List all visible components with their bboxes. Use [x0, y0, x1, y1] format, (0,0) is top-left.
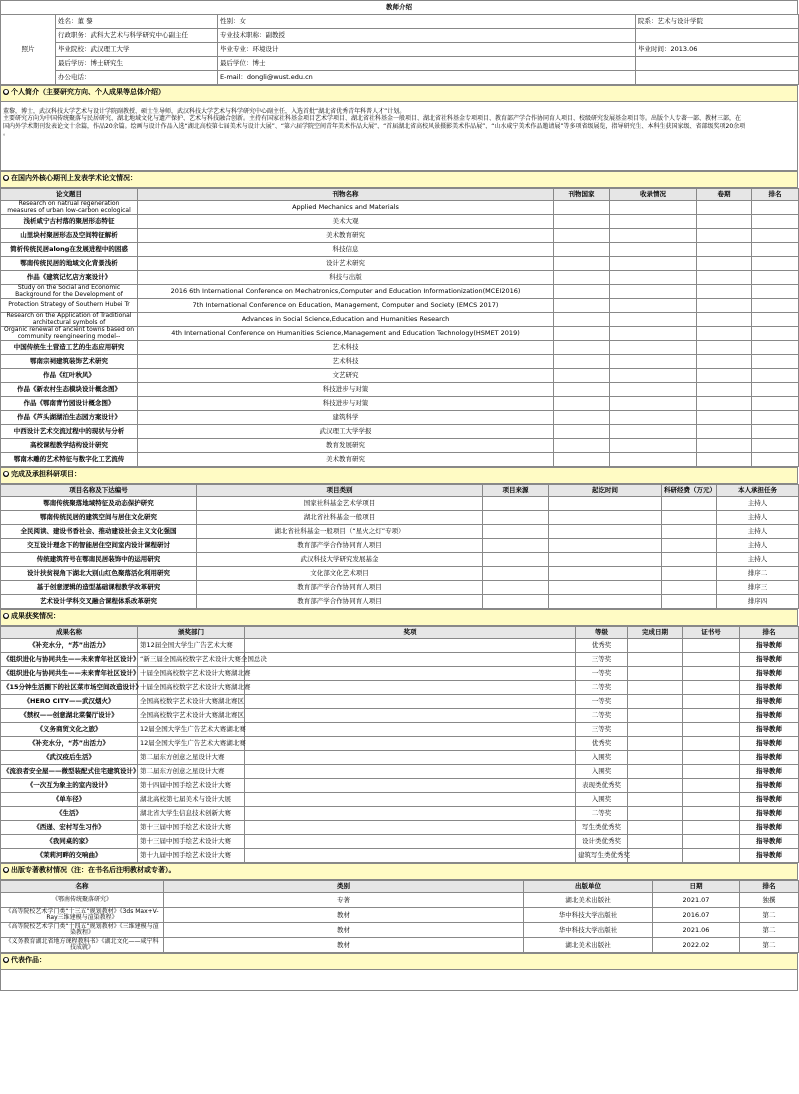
edu-cell: 最后学历：博士研究生 [56, 57, 218, 71]
table-row [1, 765, 799, 779]
project-category: 教育部产学合作协同育人项目 [197, 539, 483, 553]
section-bullet-icon: ● [3, 613, 9, 619]
paper-title: 作品《鄂南青竹园设计概念图》 [1, 397, 138, 411]
award-level: 优秀奖 [576, 639, 628, 653]
admin-value: 武科大艺术与科学研究中心副主任 [90, 31, 188, 40]
table-row [1, 411, 799, 425]
award-name: 《西递、宏村写生习作》 [1, 821, 138, 835]
project-name: 交互设计理念下的智能居住空间室内设计课程研讨 [1, 539, 197, 553]
paper-journal: Applied Mechanics and Materials [138, 201, 554, 215]
table-row [1, 497, 799, 511]
award-name: 《我同桌的家》 [1, 835, 138, 849]
project-name: 鄂南传统民居的建筑空间与居住文化研究 [1, 511, 197, 525]
table-row [1, 938, 799, 953]
section-bullet-icon: ● [3, 471, 9, 477]
award-rank: 指导教师 [740, 709, 799, 723]
table-row [1, 667, 799, 681]
award-level: 一等奖 [576, 667, 628, 681]
paper-title: 鄂南传统民居的地域文化背景浅析 [1, 257, 138, 271]
award-name: 《生活》 [1, 807, 138, 821]
table-row [1, 751, 799, 765]
award-dept: 全国高校数字艺术设计大赛湖北赛区 [138, 709, 245, 723]
paper-journal: 美术教育研究 [138, 453, 554, 467]
award-name: 《流浪者安全屋——微型装配式住宅建筑设计》 [1, 765, 138, 779]
award-dept: 十届全国高校数字艺术设计大赛湖北赛 [138, 667, 245, 681]
award-rank: 指导教师 [740, 639, 799, 653]
award-name: 《禁权——创意湖北菜餐厅设计》 [1, 709, 138, 723]
intro-text: 董黎，博士，武汉科技大学艺术与设计学院副教授、硕士生导师，武汉科技大学艺术与科学研究中心副主任，入选首批“湖北省优秀青年科普人才”计划。 主要研究方向为中国传统聚落与民居研究、湖北地域文化与遗产保护、艺术与科技融合创新。主持有国家社科基金项目艺术学项目、湖北省社科基金一般项目、湖北省社科基金专项项目、教育部产学合作协同育人项目、校级研究发展基金项目等。出版个人专著一部、教材三部，在 国内外学术期刊发表论文十余篇，作品20余篇。绘画与设计作品入选“湖北高校第七届美术与设计大展”、“第六届学院空间青年美术作品大展”、“首届湖北省高校风景摄影美术作品展”、“山水咸宁美术作品邀请展”等多项省级展览，指导研究生、本科生获国家级、省部级奖项20余项 。 [0, 102, 798, 171]
section-works: ● 代表作品： [0, 953, 798, 970]
paper-journal: 科技信息 [138, 243, 554, 257]
page-title: 教师介绍 [1, 1, 798, 15]
award-level: 表现类优秀奖 [576, 779, 628, 793]
table-row [1, 257, 799, 271]
paper-journal: 文艺研究 [138, 369, 554, 383]
table-row [1, 229, 799, 243]
name-value: 董 黎 [77, 17, 93, 26]
award-name: 《武汉疫后生活》 [1, 751, 138, 765]
award-rank: 指导教师 [740, 653, 799, 667]
award-rank: 指导教师 [740, 695, 799, 709]
paper-title: 中西设计艺术交流过程中的现状与分析 [1, 425, 138, 439]
table-row [1, 369, 799, 383]
award-name: 《补充水分，“苏”出活力》 [1, 639, 138, 653]
degree-value: 博士 [252, 59, 266, 68]
gender-value: 女 [239, 17, 246, 26]
table-row [1, 453, 799, 467]
paper-title: 鄂南宗祠建筑装饰艺术研究 [1, 355, 138, 369]
award-dept: 湖北高校第七届美术与设计大展 [138, 793, 245, 807]
paper-title: 作品《新农村生态模块设计概念图》 [1, 383, 138, 397]
paper-journal: 建筑科学 [138, 411, 554, 425]
table-row [1, 908, 799, 923]
award-level: 二等奖 [576, 709, 628, 723]
book-rank: 第二 [740, 923, 799, 938]
award-level: 写生类优秀奖 [576, 821, 628, 835]
award-name: 《茉莉河畔的交响曲》 [1, 849, 138, 863]
project-name: 基于创意逻辑的造型基础课程教学改革研究 [1, 581, 197, 595]
papers-table: 论文题目 刊物名称 刊物国家 收录情况 卷期 排名 Research on natrual regeneration measures of urban low-carbon ecological Applied Mechanics and Materials 浅析咸宁古村落的聚居形态特征 美术大观 山里块村聚居形态及空间特征解析 美术教育研究 简析传统民居along在发展进程中的困惑 科技信息 鄂南传统民居的地域文化背景浅析 设计艺术研究 作品《建筑记忆店方案设计》 科技与出版 Study on the Social and Economic Background for the Development of 2016 6th International Conference on Mechatronics,Computer and Education Informationization(MCEI2016) Protection Strategy of Southern Hubei Tr 7th International Conference on Education, Management, Computer and Society (EMCS 2017) Research on the Application of Traditional architectural symbols of Advances in Social Science,Education and Humanities Research Organic renewal of ancient towns based on community reengineering model-- 4th International Conference on Humanities Science,Management and Education Technology(HSMET 2019) 中国传统生土营造工艺的生态应用研究 艺术科技 鄂南宗祠建筑装饰艺术研究 艺术科技 作品《红叶秋风》 文艺研究 作品《新农村生态模块设计概念图》 科技进步与对策 作品《鄂南青竹园设计概念图》 科技进步与对策 作品《芦头湖湖泊生态园方案设计》 建筑科学 中西设计艺术交流过程中的现状与分析 武汉理工大学学报 高校课程教学结构设计研究 教育发展研究 鄂南木雕的艺术特征与数字化工艺流传 美术教育研究 [0, 188, 799, 467]
book-name: 《高等院校艺术学门类“十三五”规划教材》《3ds Max+V-Ray三维建模与渲染教程》 [1, 908, 164, 923]
table-row [1, 201, 799, 215]
table-row [1, 341, 799, 355]
paper-title: Study on the Social and Economic Background for the Development of [1, 285, 138, 299]
paper-title: Research on the Application of Traditional architectural symbols of [1, 313, 138, 327]
paper-journal: 艺术科技 [138, 355, 554, 369]
photo-cell [1, 15, 56, 85]
table-row [1, 793, 799, 807]
title-cell: 专业技术职称：副教授 [218, 29, 636, 43]
table-row [1, 807, 799, 821]
award-name: 《组织进化与协同共生——未来青年社区设计》 [1, 667, 138, 681]
gender-cell: 性别：女 [218, 15, 636, 29]
paper-title: Organic renewal of ancient towns based on community reengineering model-- [1, 327, 138, 341]
project-category: 教育部产学合作协同育人项目 [197, 581, 483, 595]
project-category: 湖北省社科基金一般项目 [197, 511, 483, 525]
email-cell: E-mail：dongli@wust.edu.cn [218, 71, 636, 85]
book-publisher: 华中科技大学出版社 [524, 923, 653, 938]
award-name: 《一次互为象主的室内设计》 [1, 779, 138, 793]
table-row [1, 723, 799, 737]
table-row [1, 397, 799, 411]
section-books: ● 出版专著教材情况（注：在书名后注明教材或专著）。 [0, 863, 798, 880]
section-projects: ● 完成及承担科研项目： [0, 467, 798, 484]
award-rank: 指导教师 [740, 751, 799, 765]
award-level: 二等奖 [576, 681, 628, 695]
table-row [1, 737, 799, 751]
award-name: 《单车径》 [1, 793, 138, 807]
table-row [1, 553, 799, 567]
book-rank: 第二 [740, 938, 799, 953]
award-level: 建筑写生类优秀奖 [576, 849, 628, 863]
name-cell: 姓名：董 黎 [56, 15, 218, 29]
book-category: 专著 [164, 893, 524, 908]
paper-journal: 科技进步与对策 [138, 397, 554, 411]
award-name: 《组织进化与协同共生——未来青年社区设计》 [1, 653, 138, 667]
table-row [1, 567, 799, 581]
table-row [1, 425, 799, 439]
award-level: 设计类优秀奖 [576, 835, 628, 849]
section-papers: ● 在国内外核心期刊上发表学术论文情况： [0, 171, 798, 188]
section-intro: ● 个人简介（主要研究方向、个人成果等总体介绍） [0, 85, 798, 102]
paper-journal: 武汉理工大学学报 [138, 425, 554, 439]
section-bullet-icon: ● [3, 89, 9, 95]
email-value[interactable]: dongli@wust.edu.cn [246, 73, 313, 82]
works-area [0, 970, 798, 991]
book-rank: 第二 [740, 908, 799, 923]
book-publisher: 湖北美术出版社 [524, 938, 653, 953]
award-dept: 第十三届中国手绘艺术设计大赛 [138, 821, 245, 835]
project-role: 主持人 [717, 511, 799, 525]
table-row [1, 581, 799, 595]
school-value: 武汉理工大学 [90, 45, 130, 54]
book-rank: 独撰 [740, 893, 799, 908]
paper-title: Research on natrual regeneration measures of urban low-carbon ecological [1, 201, 138, 215]
award-dept: 第十九届中国手绘艺术设计大赛 [138, 849, 245, 863]
projects-table: 项目名称及下达编号 项目类别 项目来源 起讫时间 科研经费（万元） 本人承担任务 鄂南传统聚落地域特征及动态保护研究 国家社科基金艺术学项目 主持人 鄂南传统民居的建筑空间与居住文化研究 湖北省社科基金一般项目 主持人 全民阅读、建设书香社会、推动建设社会主义文化强国 湖北省社科基金一般项目（“星火之灯”专项） 主持人 交互设计理念下的智能居住空间室内设计课程研讨 教育部产学合作协同育人项目 主持人 传统建筑符号在鄂南民居装饰中的运用研究 武汉科技大学研究发展基金 主持人 设计扶贫视角下湖北大别山红色聚落活化利用研究 文化部文化艺术项目 排序二 基于创意逻辑的造型基础课程教学改革研究 教育部产学合作协同育人项目 排序三 艺术设计学科交叉融合课程体系改革研究 教育部产学合作协同育人项目 排序四 [0, 484, 799, 609]
project-name: 鄂南传统聚落地域特征及动态保护研究 [1, 497, 197, 511]
dept-value: 艺术与设计学院 [657, 17, 703, 26]
table-row [1, 327, 799, 341]
project-role: 主持人 [717, 553, 799, 567]
book-date: 2021.06 [653, 923, 740, 938]
paper-journal: 设计艺术研究 [138, 257, 554, 271]
school-cell: 毕业院校：武汉理工大学 [56, 43, 218, 57]
project-role: 排序三 [717, 581, 799, 595]
projects-body [1, 497, 799, 609]
book-publisher: 华中科技大学出版社 [524, 908, 653, 923]
award-rank: 指导教师 [740, 779, 799, 793]
paper-title: 作品《芦头湖湖泊生态园方案设计》 [1, 411, 138, 425]
paper-journal: 4th International Conference on Humanities Science,Management and Education Technology(HSMET 2019) [138, 327, 554, 341]
project-name: 全民阅读、建设书香社会、推动建设社会主义文化强国 [1, 525, 197, 539]
degree-cell: 最后学位：博士 [218, 57, 636, 71]
project-category: 湖北省社科基金一般项目（“星火之灯”专项） [197, 525, 483, 539]
project-role: 排序二 [717, 567, 799, 581]
award-level: 三等奖 [576, 653, 628, 667]
project-name: 设计扶贫视角下湖北大别山红色聚落活化利用研究 [1, 567, 197, 581]
table-row [1, 923, 799, 938]
award-name: 《15分钟生活圈下的社区菜市场空间改造设计》 [1, 681, 138, 695]
award-dept: 全国高校数字艺术设计大赛湖北赛区 [138, 695, 245, 709]
table-row [1, 835, 799, 849]
table-row [1, 313, 799, 327]
award-level: 优秀奖 [576, 737, 628, 751]
books-table: 名称 类别 出版单位 日期 排名 《鄂南传统聚落研究》 专著 湖北美术出版社 2021.07 独撰 《高等院校艺术学门类“十三五”规划教材》《3ds Max+V-Ray三维建模与渲染教程》 教材 华中科技大学出版社 2016.07 第二 《高等院校艺术学门类“十四五”规划教材》《三维建模与渲染教程》 教材 华中科技大学出版社 2021.06 第二 《义务教育湖北省地方课程教科书》《湖北文化——咸宁科技成就》 教材 湖北美术出版社 2022.02 第二 [0, 880, 799, 953]
table-row [1, 849, 799, 863]
table-row [1, 821, 799, 835]
award-dept: 12届全国大学生广告艺术大赛湖北赛 [138, 723, 245, 737]
table-row [1, 243, 799, 257]
award-dept: “新三届全国高校数字艺术设计大赛全国总决 [138, 653, 245, 667]
project-name: 艺术设计学科交叉融合课程体系改革研究 [1, 595, 197, 609]
book-name: 《义务教育湖北省地方课程教科书》《湖北文化——咸宁科技成就》 [1, 938, 164, 953]
award-level: 三等奖 [576, 723, 628, 737]
award-name: 《HERO CITY——武汉烟火》 [1, 695, 138, 709]
book-publisher: 湖北美术出版社 [524, 893, 653, 908]
table-row [1, 215, 799, 229]
table-row [1, 299, 799, 313]
table-row [1, 383, 799, 397]
book-name: 《鄂南传统聚落研究》 [1, 893, 164, 908]
award-dept: 湖北省大学生信息技术创新大赛 [138, 807, 245, 821]
table-row [1, 653, 799, 667]
section-bullet-icon: ● [3, 867, 9, 873]
award-rank: 指导教师 [740, 667, 799, 681]
book-name: 《高等院校艺术学门类“十四五”规划教材》《三维建模与渲染教程》 [1, 923, 164, 938]
table-row [1, 271, 799, 285]
table-row [1, 539, 799, 553]
phone-cell: 办公电话： [56, 71, 218, 85]
major-cell: 毕业专业：环境设计 [218, 43, 636, 57]
profile-table [0, 14, 799, 85]
major-value: 环境设计 [252, 45, 279, 54]
award-rank: 指导教师 [740, 723, 799, 737]
award-rank: 指导教师 [740, 681, 799, 695]
paper-title: Protection Strategy of Southern Hubei Tr [1, 299, 138, 313]
project-role: 主持人 [717, 525, 799, 539]
award-level: 入围奖 [576, 793, 628, 807]
award-level: 一等奖 [576, 695, 628, 709]
award-rank: 指导教师 [740, 821, 799, 835]
project-category: 国家社科基金艺术学项目 [197, 497, 483, 511]
table-row [1, 695, 799, 709]
table-row [1, 639, 799, 653]
table-row [1, 355, 799, 369]
project-name: 传统建筑符号在鄂南民居装饰中的运用研究 [1, 553, 197, 567]
book-date: 2022.02 [653, 938, 740, 953]
section-bullet-icon: ● [3, 957, 9, 963]
book-category: 教材 [164, 923, 524, 938]
section-bullet-icon: ● [3, 175, 9, 181]
paper-journal: 美术教育研究 [138, 229, 554, 243]
table-row [1, 709, 799, 723]
project-role: 排序四 [717, 595, 799, 609]
award-name: 《补充水分，“苏”出活力》 [1, 737, 138, 751]
section-awards: ● 成果获奖情况： [0, 609, 798, 626]
award-dept: 第十四届中国手绘艺术设计大赛 [138, 779, 245, 793]
paper-title: 浅析咸宁古村落的聚居形态特征 [1, 215, 138, 229]
grad-value: 2013.06 [670, 45, 698, 54]
awards-table: 成果名称 颁奖部门 奖项 等级 完成日期 证书号 排名 《补充水分，“苏”出活力》 第12届全国大学生广告艺术大赛 优秀奖 指导教师 《组织进化与协同共生——未来青年社区设计》 “新三届全国高校数字艺术设计大赛全国总决 三等奖 指导教师 《组织进化与协同共生——未来青年社区设计》 十届全国高校数字艺术设计大赛湖北赛 一等奖 指导教师 《15分钟生活圈下的社区菜市场空间改造设计》 十届全国高校数字艺术设计大赛湖北赛 二等奖 指导教师 《HERO CITY——武汉烟火》 全国高校数字艺术设计大赛湖北赛区 一等奖 指导教师 《禁权——创意湖北菜餐厅设计》 全国高校数字艺术设计大赛湖北赛区 二等奖 指导教师 《义务商贸文化之旅》 12届全国大学生广告艺术大赛湖北赛 三等奖 指导教师 《补充水分，“苏”出活力》 12届全国大学生广告艺术大赛湖北赛 优秀奖 指导教师 《武汉疫后生活》 第二届东方创意之星设计大赛 入围奖 指导教师 《流浪者安全屋——微型装配式住宅建筑设计》 第二届东方创意之星设计大赛 入围奖 指导教师 《一次互为象主的室内设计》 第十四届中国手绘艺术设计大赛 表现类优秀奖 指导教师 《单车径》 湖北高校第七届美术与设计大展 入围奖 指导教师 《生活》 湖北省大学生信息技术创新大赛 二等奖 指导教师 《西递、宏村写生习作》 第十三届中国手绘艺术设计大赛 写生类优秀奖 指导教师 《我同桌的家》 第十三届中国手绘艺术设计大赛 设计类优秀奖 指导教师 《茉莉河畔的交响曲》 第十九届中国手绘艺术设计大赛 建筑写生类优秀奖 指导教师 [0, 626, 799, 863]
table-row [1, 525, 799, 539]
paper-title: 高校课程教学结构设计研究 [1, 439, 138, 453]
photo-label: 照片 [21, 45, 35, 54]
book-category: 教材 [164, 908, 524, 923]
awards-body [1, 639, 799, 863]
books-body [1, 893, 799, 953]
award-dept: 12届全国大学生广告艺术大赛湖北赛 [138, 737, 245, 751]
edu-value: 博士研究生 [90, 59, 123, 68]
table-row [1, 893, 799, 908]
paper-title: 简析传统民居along在发展进程中的困惑 [1, 243, 138, 257]
table-row [1, 595, 799, 609]
award-level: 入围奖 [576, 765, 628, 779]
paper-journal: 2016 6th International Conference on Mechatronics,Computer and Education Informationization(MCEI2016) [138, 285, 554, 299]
paper-journal: 艺术科技 [138, 341, 554, 355]
award-dept: 十届全国高校数字艺术设计大赛湖北赛 [138, 681, 245, 695]
admin-cell: 行政职务：武科大艺术与科学研究中心副主任 [56, 29, 218, 43]
papers-body [1, 201, 799, 467]
paper-title: 作品《建筑记忆店方案设计》 [1, 271, 138, 285]
paper-title: 中国传统生土营造工艺的生态应用研究 [1, 341, 138, 355]
dept-cell: 院系：艺术与设计学院 [636, 15, 799, 29]
paper-journal: 美术大观 [138, 215, 554, 229]
project-role: 主持人 [717, 497, 799, 511]
project-category: 文化部文化艺术项目 [197, 567, 483, 581]
paper-title: 山里块村聚居形态及空间特征解析 [1, 229, 138, 243]
table-row [1, 511, 799, 525]
book-date: 2016.07 [653, 908, 740, 923]
paper-journal: 科技进步与对策 [138, 383, 554, 397]
award-level: 二等奖 [576, 807, 628, 821]
project-category: 教育部产学合作协同育人项目 [197, 595, 483, 609]
award-name: 《义务商贸文化之旅》 [1, 723, 138, 737]
table-row [1, 285, 799, 299]
award-rank: 指导教师 [740, 793, 799, 807]
paper-title: 鄂南木雕的艺术特征与数字化工艺流传 [1, 453, 138, 467]
award-rank: 指导教师 [740, 737, 799, 751]
paper-title: 作品《红叶秋风》 [1, 369, 138, 383]
award-dept: 第十三届中国手绘艺术设计大赛 [138, 835, 245, 849]
table-row [1, 439, 799, 453]
award-rank: 指导教师 [740, 835, 799, 849]
title-value: 副教授 [265, 31, 285, 40]
table-row [1, 779, 799, 793]
award-dept: 第二届东方创意之星设计大赛 [138, 765, 245, 779]
award-rank: 指导教师 [740, 807, 799, 821]
table-row [1, 681, 799, 695]
book-date: 2021.07 [653, 893, 740, 908]
project-category: 武汉科技大学研究发展基金 [197, 553, 483, 567]
paper-journal: 科技与出版 [138, 271, 554, 285]
grad-cell: 毕业时间：2013.06 [636, 43, 799, 57]
award-dept: 第12届全国大学生广告艺术大赛 [138, 639, 245, 653]
project-role: 主持人 [717, 539, 799, 553]
award-rank: 指导教师 [740, 849, 799, 863]
award-rank: 指导教师 [740, 765, 799, 779]
award-level: 入围奖 [576, 751, 628, 765]
paper-journal: 7th International Conference on Education, Management, Computer and Society (EMCS 2017) [138, 299, 554, 313]
award-dept: 第二届东方创意之星设计大赛 [138, 751, 245, 765]
paper-journal: 教育发展研究 [138, 439, 554, 453]
book-category: 教材 [164, 938, 524, 953]
page-header [0, 0, 798, 14]
paper-journal: Advances in Social Science,Education and Humanities Research [138, 313, 554, 327]
